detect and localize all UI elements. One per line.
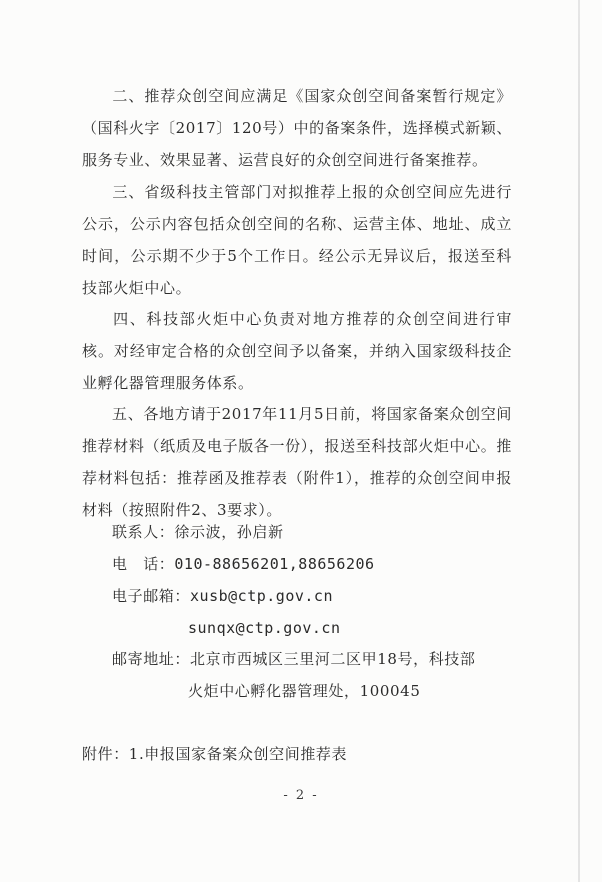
- email-value-2: sunqx@ctp.gov.cn: [188, 619, 341, 637]
- address-label: 邮寄地址：: [112, 650, 191, 668]
- contact-names: 徐示波，孙启新: [174, 523, 284, 541]
- email-label: 电子邮箱：: [112, 587, 191, 605]
- paragraph-5: [82, 398, 512, 526]
- address-line: [112, 649, 476, 669]
- phone-value: 010-88656201,88656206: [174, 555, 375, 573]
- paragraph-4-text: 四、科技部火炬中心负责对地方推荐的众创空间进行审核。对经审定合格的众创空间予以备案，并纳入国家级科技企业孵化器管理服务体系。: [82, 310, 512, 392]
- paragraph-2: [82, 80, 512, 176]
- email-line: [112, 586, 333, 606]
- phone-label: 电 话：: [112, 555, 175, 573]
- phone-line: [112, 554, 375, 574]
- email-value-1: xusb@ctp.gov.cn: [190, 587, 333, 605]
- contact-line: [112, 522, 284, 542]
- address-line-1: 北京市西城区三里河二区甲18号，科技部: [190, 650, 476, 668]
- paragraph-4: [82, 303, 512, 399]
- paragraph-3: [82, 176, 512, 304]
- contact-label: 联系人：: [112, 523, 175, 541]
- paragraph-3-text: 三、省级科技主管部门对拟推荐上报的众创空间应先进行公示，公示内容包括众创空间的名称、运营主体、地址、成立时间，公示期不少于5个工作日。经公示无异议后，报送至科技部火炬中心。: [82, 183, 512, 297]
- scan-edge-shadow: [578, 0, 580, 882]
- paragraph-2-text: 二、推荐众创空间应满足《国家众创空间备案暂行规定》（国科火字〔2017〕120号）中的备案条件，选择模式新颖、服务专业、效果显著、运营良好的众创空间进行备案推荐。: [82, 87, 512, 169]
- paragraph-5-text: 五、各地方请于2017年11月5日前，将国家备案众创空间推荐材料（纸质及电子版各一份），报送至科技部火炬中心。推荐材料包括：推荐函及推荐表（附件1），推荐的众创空间申报材料（按照附件2、3要求）。: [82, 405, 512, 519]
- page-number: - 2 -: [283, 788, 319, 803]
- address-line-2: 火炬中心孵化器管理处，100045: [188, 682, 421, 700]
- attachment-line: 附件：1.申报国家备案众创空间推荐表: [82, 745, 348, 763]
